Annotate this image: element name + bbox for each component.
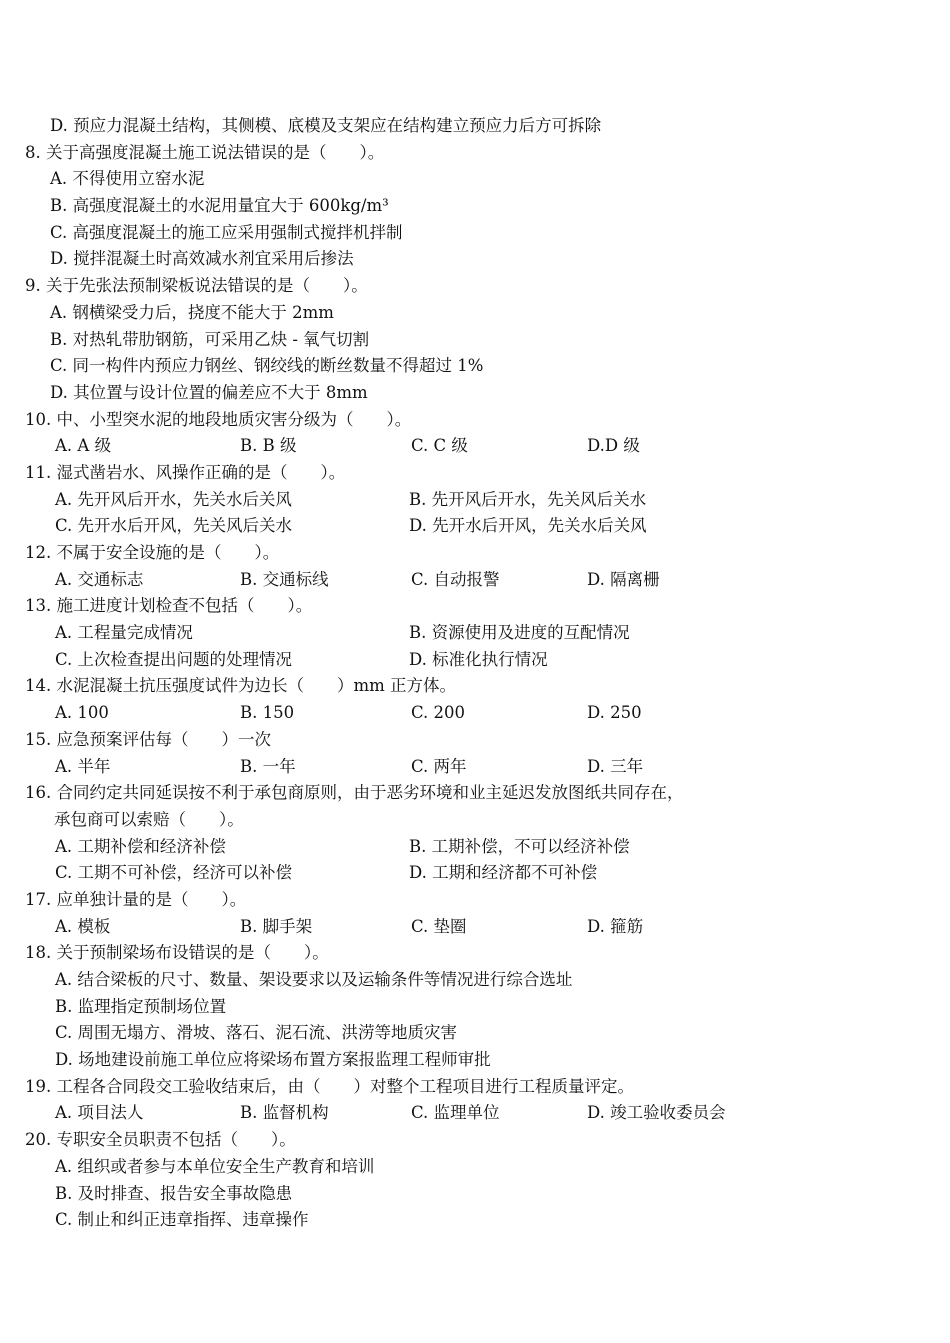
question-19-option-c: C. 监理单位 xyxy=(411,1103,500,1123)
question-8-option-b: B. 高强度混凝土的水泥用量宜大于 600kg/m³ xyxy=(50,196,389,216)
question-10-option-a: A. A 级 xyxy=(55,436,112,456)
question-16-option-a: A. 工期补偿和经济补偿 xyxy=(55,836,226,856)
question-20-stem: 20. 专职安全员职责不包括（ ）。 xyxy=(25,1130,296,1150)
question-9-option-d: D. 其位置与设计位置的偏差应不大于 8mm xyxy=(50,382,368,402)
question-16-options-row1 xyxy=(0,834,950,861)
question-12-option-b: B. 交通标线 xyxy=(240,569,329,589)
question-10-option-d: D.D 级 xyxy=(587,436,640,456)
question-12-option-a: A. 交通标志 xyxy=(55,569,144,589)
question-14-option-c: C. 200 xyxy=(411,703,466,723)
question-17-option-c: C. 垫圈 xyxy=(411,916,467,936)
exam-page xyxy=(0,113,950,1234)
question-10-option-c: C. C 级 xyxy=(411,436,468,456)
question-13-options-row1 xyxy=(0,620,950,647)
question-15-option-d: D. 三年 xyxy=(587,756,644,776)
question-12-option-c: C. 自动报警 xyxy=(411,569,500,589)
question-11-options-row1 xyxy=(0,487,950,514)
question-11-options-row2 xyxy=(0,513,950,540)
question-13-option-a: A. 工程量完成情况 xyxy=(55,623,193,643)
question-10-options xyxy=(0,433,950,460)
question-8-option-a: A. 不得使用立窑水泥 xyxy=(50,169,205,189)
question-17-stem: 17. 应单独计量的是（ ）。 xyxy=(25,889,247,909)
question-8-option-d: D. 搅拌混凝土时高效减水剂宜采用后掺法 xyxy=(50,249,354,269)
question-18-option-a: A. 结合梁板的尺寸、数量、架设要求以及运输条件等情况进行综合选址 xyxy=(55,970,573,989)
question-15-option-c: C. 两年 xyxy=(411,756,467,776)
question-18-option-b: B. 监理指定预制场位置 xyxy=(55,996,227,1016)
question-20-option-a: A. 组织或者参与本单位安全生产教育和培训 xyxy=(55,1156,375,1176)
question-19-option-a: A. 项目法人 xyxy=(55,1103,144,1123)
question-11-stem: 11. 湿式凿岩水、风操作正确的是（ ）。 xyxy=(25,462,346,482)
question-17-option-d: D. 箍筋 xyxy=(587,916,644,936)
question-14-option-d: D. 250 xyxy=(587,703,642,723)
question-11-option-c: C. 先开水后开风，先关风后关水 xyxy=(55,516,293,536)
question-17-option-a: A. 模板 xyxy=(55,916,111,936)
question-16-stem-continued: 承包商可以索赔（ ）。 xyxy=(54,809,244,829)
question-13-option-b: B. 资源使用及进度的互配情况 xyxy=(409,623,630,643)
question-19-option-d: D. 竣工验收委员会 xyxy=(587,1103,726,1123)
question-16-option-d: D. 工期和经济都不可补偿 xyxy=(409,863,598,883)
question-19-stem: 19. 工程各合同段交工验收结束后，由（ ）对整个工程项目进行工程质量评定。 xyxy=(25,1076,634,1096)
question-9-option-a: A. 钢横梁受力后，挠度不能大于 2mm xyxy=(50,302,334,322)
question-18-stem: 18. 关于预制梁场布设错误的是（ ）。 xyxy=(25,943,329,963)
question-8-option-c: C. 高强度混凝土的施工应采用强制式搅拌机拌制 xyxy=(50,222,403,242)
question-19-option-b: B. 监督机构 xyxy=(240,1103,329,1123)
question-12-option-d: D. 隔离栅 xyxy=(587,569,660,589)
question-15-stem: 15. 应急预案评估每（ ）一次 xyxy=(25,729,271,749)
question-17-option-b: B. 脚手架 xyxy=(240,916,313,936)
question-20-option-c: C. 制止和纠正违章指挥、违章操作 xyxy=(55,1210,309,1230)
question-19-options xyxy=(0,1100,950,1127)
question-12-options xyxy=(0,567,950,594)
question-13-option-d: D. 标准化执行情况 xyxy=(409,649,548,669)
question-15-option-a: A. 半年 xyxy=(55,756,111,776)
question-18-option-d: D. 场地建设前施工单位应将梁场布置方案报监理工程师审批 xyxy=(55,1050,491,1070)
question-10-stem: 10. 中、小型突水泥的地段地质灾害分级为（ ）。 xyxy=(25,409,412,429)
question-16-stem: 16. 合同约定共同延误按不利于承包商原则，由于恶劣环境和业主延迟发放图纸共同存在， xyxy=(25,783,684,803)
question-14-stem: 14. 水泥混凝土抗压强度试件为边长（ ）mm 正方体。 xyxy=(25,676,457,696)
question-17-options xyxy=(0,914,950,941)
question-14-option-a: A. 100 xyxy=(55,703,109,723)
question-10-option-b: B. B 级 xyxy=(240,436,297,456)
question-20-option-b: B. 及时排查、报告安全事故隐患 xyxy=(55,1183,293,1203)
question-11-option-d: D. 先开水后开风，先关水后关风 xyxy=(409,516,647,536)
question-11-option-a: A. 先开风后开水，先关水后关风 xyxy=(55,489,292,509)
question-9-stem: 9. 关于先张法预制梁板说法错误的是（ ）。 xyxy=(25,276,368,296)
question-8-stem: 8. 关于高强度混凝土施工说法错误的是（ ）。 xyxy=(25,142,385,162)
question-18-option-c: C. 周围无塌方、滑坡、落石、泥石流、洪涝等地质灾害 xyxy=(55,1023,458,1043)
question-16-option-c: C. 工期不可补偿，经济可以补偿 xyxy=(55,863,293,883)
question-9-option-c: C. 同一构件内预应力钢丝、钢绞线的断丝数量不得超过 1% xyxy=(50,356,484,376)
question-15-options xyxy=(0,754,950,781)
question-12-stem: 12. 不属于安全设施的是（ ）。 xyxy=(25,543,280,562)
question-9-option-b: B. 对热轧带肋钢筋，可采用乙炔 - 氧气切割 xyxy=(50,329,370,349)
question-14-options xyxy=(0,700,950,727)
question-16-option-b: B. 工期补偿，不可以经济补偿 xyxy=(409,836,630,856)
question-15-option-b: B. 一年 xyxy=(240,756,296,776)
question-13-options-row2 xyxy=(0,647,950,674)
question-14-option-b: B. 150 xyxy=(240,703,295,723)
question-11-option-b: B. 先开风后开水，先关风后关水 xyxy=(409,489,647,509)
question-13-stem: 13. 施工进度计划检查不包括（ ）。 xyxy=(25,596,313,616)
fragment-option-d: D. 预应力混凝土结构，其侧模、底模及支架应在结构建立预应力后方可拆除 xyxy=(50,116,602,135)
question-13-option-c: C. 上次检查提出问题的处理情况 xyxy=(55,649,293,669)
question-16-options-row2 xyxy=(0,860,950,887)
